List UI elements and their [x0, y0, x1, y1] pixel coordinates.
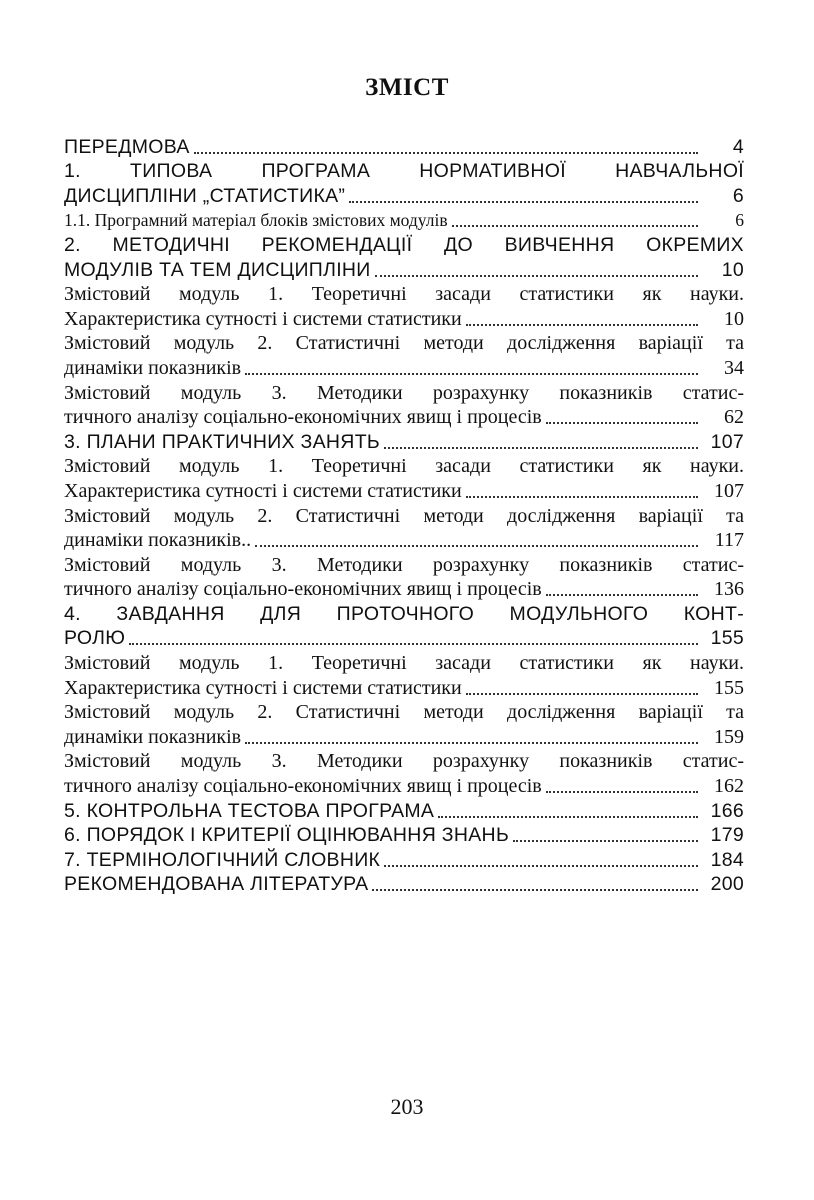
toc-entry-page: 6: [732, 184, 744, 207]
dot-leader: [129, 639, 698, 645]
toc-entry-title: 4. ЗАВДАННЯ ДЛЯ ПРОТОЧНОГО МОДУЛЬНОГО КОНТ-: [64, 602, 744, 625]
toc-entry-title: 1.1. Програмний матеріал блоків змістових модулів: [64, 210, 448, 231]
dot-leader: [194, 148, 698, 154]
toc-entry-page: 10: [724, 307, 744, 330]
dot-leader: [466, 320, 698, 326]
toc-entry: [64, 477, 744, 502]
table-of-contents: [64, 133, 744, 895]
toc-entry-title: РОЛЮ: [64, 627, 126, 650]
toc-entry-title: Змістовий модуль 3. Методики розрахунку показників статис-: [64, 553, 744, 576]
toc-entry: [64, 330, 744, 355]
toc-entry: [64, 527, 744, 552]
toc-entry-title: Змістовий модуль 2. Статистичні методи дослідження варіації та: [64, 701, 744, 724]
toc-entry-page: 34: [724, 356, 744, 379]
toc-entry: [64, 354, 744, 379]
toc-entry-title: ПЕРЕДМОВА: [64, 135, 190, 158]
toc-entry-page: 155: [710, 627, 744, 650]
toc-entry-title: тичного аналізу соціально-економічних явищ і процесів: [64, 578, 542, 601]
toc-entry-title: тичного аналізу соціально-економічних явищ і процесів: [64, 406, 542, 429]
toc-entry-title: Змістовий модуль 3. Методики розрахунку показників статис-: [64, 381, 744, 404]
toc-entry: [64, 576, 744, 601]
toc-entry-title: Характеристика сутності і системи статистики: [64, 307, 462, 330]
toc-entry-title: Змістовий модуль 1. Теоретичні засади статистики як науки.: [64, 455, 744, 478]
dot-leader: [372, 885, 698, 891]
page-number: 203: [390, 1094, 424, 1119]
toc-entry: [64, 453, 744, 478]
toc-entry: [64, 723, 744, 748]
dot-leader: [546, 418, 698, 424]
dot-leader: [513, 836, 698, 842]
toc-entry: [64, 748, 744, 773]
toc-entry: [64, 551, 744, 576]
toc-entry: [64, 404, 744, 429]
toc-entry-page: 155: [714, 676, 744, 699]
dot-leader: [255, 541, 698, 547]
toc-entry-title: ДИСЦИПЛІНИ „СТАТИСТИКА”: [64, 184, 346, 207]
dot-leader: [546, 590, 698, 596]
dot-leader: [452, 221, 698, 227]
toc-entry-title: МОДУЛІВ ТА ТЕМ ДИСЦИПЛІНИ: [64, 258, 371, 281]
toc-entry: [64, 428, 744, 453]
toc-heading: ЗМІСТ: [365, 74, 449, 101]
dot-leader: [245, 738, 698, 744]
toc-entry-title: Характеристика сутності і системи статистики: [64, 676, 462, 699]
toc-entry-page: 107: [714, 479, 744, 502]
dot-leader: [384, 443, 698, 449]
toc-entry-title: 1. ТИПОВА ПРОГРАМА НОРМАТИВНОЇ НАВЧАЛЬНОЇ: [64, 160, 744, 183]
toc-entry: [64, 256, 744, 281]
toc-entry-page: 62: [724, 406, 744, 429]
toc-entry: [64, 822, 744, 847]
toc-entry-page: 166: [710, 799, 744, 822]
toc-entry: [64, 772, 744, 797]
toc-entry-title: 6. ПОРЯДОК І КРИТЕРІЇ ОЦІНЮВАННЯ ЗНАНЬ: [64, 824, 510, 847]
toc-entry: [64, 231, 744, 256]
toc-entry-page: 159: [714, 725, 744, 748]
toc-entry-page: 4: [732, 135, 744, 158]
toc-entry-page: 136: [714, 578, 744, 601]
toc-entry-page: 200: [710, 873, 744, 896]
toc-entry: [64, 625, 744, 650]
dot-leader: [384, 861, 698, 867]
toc-entry-title: 2. МЕТОДИЧНІ РЕКОМЕНДАЦІЇ ДО ВИВЧЕННЯ ОКРЕМИХ: [64, 233, 744, 256]
toc-entry-title: 7. ТЕРМІНОЛОГІЧНИЙ СЛОВНИК: [64, 848, 381, 871]
toc-entry: [64, 207, 744, 232]
toc-entry: [64, 281, 744, 306]
toc-entry-title: Змістовий модуль 2. Статистичні методи дослідження варіації та: [64, 504, 744, 527]
toc-entry-page: 179: [710, 824, 744, 847]
toc-entry-page: 10: [721, 258, 744, 281]
toc-entry: [64, 158, 744, 183]
toc-entry-title: Змістовий модуль 2. Статистичні методи дослідження варіації та: [64, 332, 744, 355]
toc-entry-page: 184: [710, 848, 744, 871]
dot-leader: [466, 689, 698, 695]
toc-entry-title: Змістовий модуль 1. Теоретичні засади статистики як науки.: [64, 652, 744, 675]
toc-entry-page: 107: [710, 430, 744, 453]
toc-entry-title: динаміки показників..: [64, 529, 252, 552]
toc-entry-title: 3. ПЛАНИ ПРАКТИЧНИХ ЗАНЯТЬ: [64, 430, 381, 453]
toc-entry: [64, 871, 744, 896]
toc-entry-title: Змістовий модуль 3. Методики розрахунку показників статис-: [64, 750, 744, 773]
toc-entry: [64, 699, 744, 724]
dot-leader: [245, 369, 698, 375]
toc-entry-page: 162: [714, 775, 744, 798]
toc-entry: [64, 797, 744, 822]
dot-leader: [375, 271, 698, 277]
dot-leader: [546, 787, 698, 793]
toc-entry-page: 117: [714, 529, 744, 552]
toc-entry-title: Змістовий модуль 1. Теоретичні засади статистики як науки.: [64, 283, 744, 306]
toc-entry: [64, 379, 744, 404]
toc-entry-title: РЕКОМЕНДОВАНА ЛІТЕРАТУРА: [64, 873, 369, 896]
toc-entry: [64, 182, 744, 207]
toc-entry: [64, 674, 744, 699]
dot-leader: [438, 812, 698, 818]
toc-entry-page: 6: [735, 210, 744, 231]
toc-entry-title: динаміки показників: [64, 725, 242, 748]
toc-entry-title: динаміки показників: [64, 356, 242, 379]
toc-entry: [64, 649, 744, 674]
toc-entry: [64, 133, 744, 158]
toc-entry: [64, 600, 744, 625]
toc-entry: [64, 846, 744, 871]
toc-entry-title: тичного аналізу соціально-економічних явищ і процесів: [64, 775, 542, 798]
toc-entry-title: 5. КОНТРОЛЬНА ТЕСТОВА ПРОГРАМА: [64, 799, 435, 822]
toc-entry-title: Характеристика сутності і системи статистики: [64, 479, 462, 502]
dot-leader: [349, 197, 698, 203]
toc-entry: [64, 502, 744, 527]
toc-entry: [64, 305, 744, 330]
dot-leader: [466, 492, 698, 498]
